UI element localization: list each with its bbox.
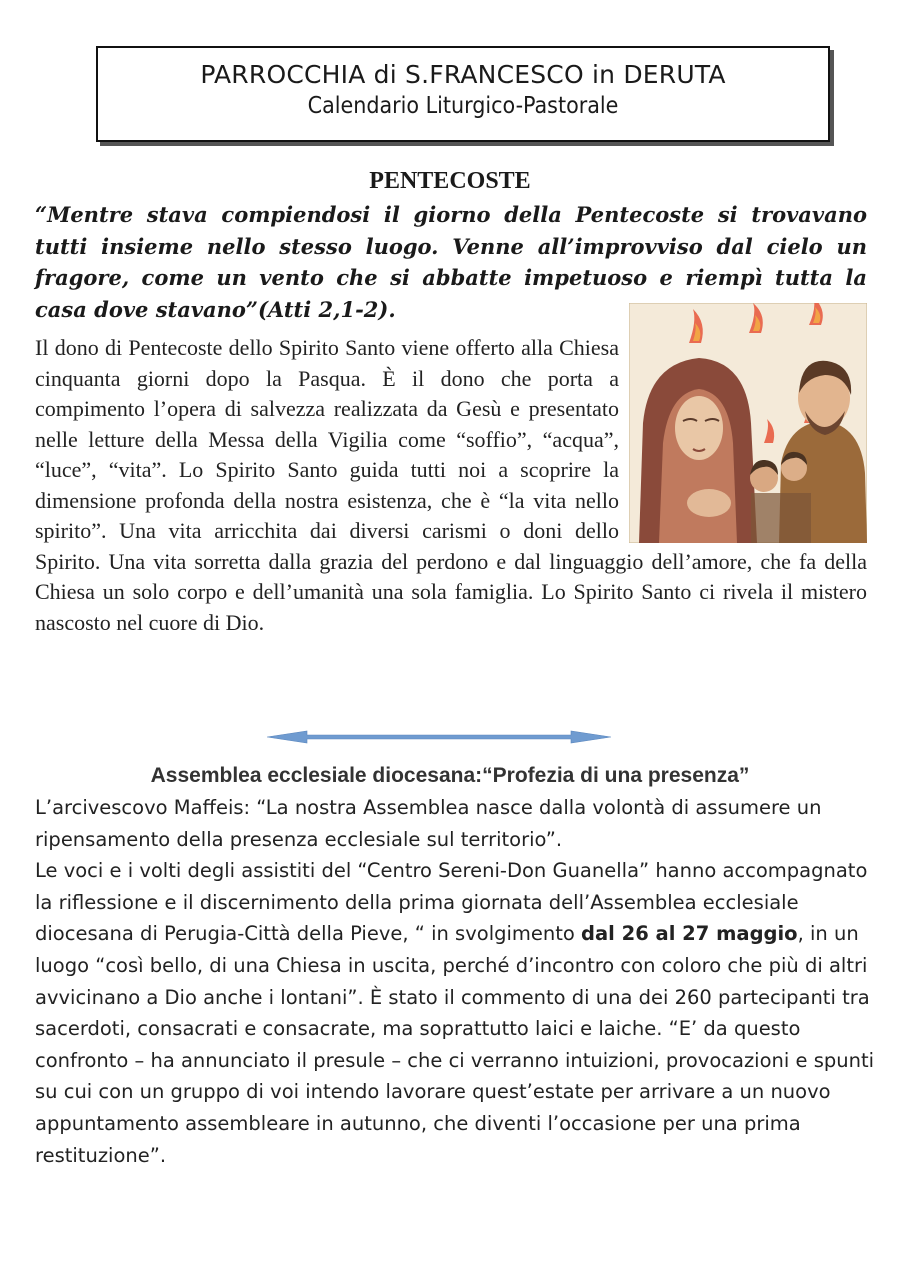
assembly-text-end: , in un luogo “così bello, di una Chiesa in uscita, perché d’incontro con coloro che più di altri avvicinano a Dio anche i lontani”. È stato il commento di una dei 260 partecipanti tra sacerdoti, consacrati e consacrate, ma soprattutto laici e laiche. “E’ da questo confronto – ha annunciato il presule – che ci verranno intuizioni, provocazioni e spunti su cui con un gruppo di voi intendo lavorare quest’estate per arrivare a un nuovo appuntamento assembleare in autunno, che diventi l’occasione per una prima restituzione”.	[35, 922, 875, 1167]
header-box	[96, 46, 830, 142]
assembly-paragraph-1: L’arcivescovo Maffeis: “La nostra Assemblea nasce dalla volontà di assumere un ripensamento della presenza ecclesiale sul territorio”.	[35, 796, 822, 851]
divider-arrow	[267, 729, 611, 745]
pentecost-illustration	[629, 303, 867, 543]
assembly-text-start: Le voci e i volti degli assistiti del “Centro Sereni-Don Guanella” hanno accompagnato la riflessione e il discernimento della prima giornata dell’Assemblea ecclesiale diocesana di Perugia-Città della Pieve, “ in svolgimento	[35, 859, 868, 946]
assembly-dates: dal 26 al 27 maggio	[581, 922, 798, 946]
assembly-body	[35, 792, 880, 1171]
calendar-subtitle: Calendario Liturgico-Pastorale	[307, 93, 619, 119]
assembly-title: Assemblea ecclesiale diocesana:“Profezia di una presenza”	[150, 764, 750, 787]
page-title: PENTECOSTE	[369, 168, 531, 194]
scripture-quote: “Mentre stava compiendosi il giorno della Pentecoste si trovavano tutti insieme nello stesso luogo. Venne all’improvviso dal cielo un fragore, come un vento che si abbatte impetuoso e riempì tutta la casa dove stavano”(Atti 2,1-2).	[35, 202, 867, 322]
double-arrow-icon	[267, 731, 611, 743]
assembly-paragraph-2	[35, 855, 880, 1171]
parish-name: PARROCCHIA di S.FRANCESCO in DERUTA	[200, 60, 726, 89]
pentecost-body	[35, 333, 867, 638]
pentecost-text: Il dono di Pentecoste dello Spirito Santo viene offerto alla Chiesa cinquanta giorni dopo la Pasqua. È il dono che porta a compimento l’opera di salvezza realizzata da Gesù e presentato nelle letture della Messa della Vigilia come “soffio”, “acqua”, “luce”, “vita”. Lo Spirito Santo guida tutti noi a scoprire la dimensione profonda della nostra esistenza, che è “la vita nello spirito”. Una vita arricchita dai diversi carismi o doni dello Spirito. Una vita sorretta dalla grazia del perdono e dal linguaggio dell’amore, che fa della Chiesa un solo corpo e dell’umanità una sola famiglia. Lo Spirito Santo ci rivela il mistero nascosto nel cuore di Dio.	[35, 335, 867, 635]
